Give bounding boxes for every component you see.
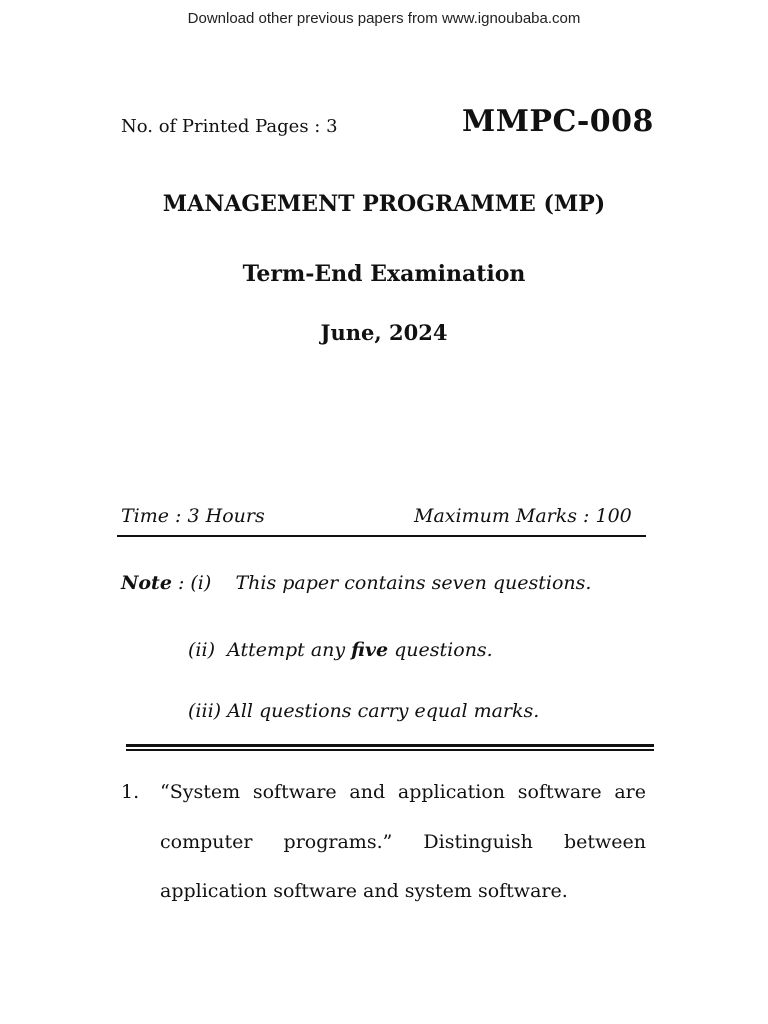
exam-duration: Time : 3 Hours xyxy=(121,505,265,527)
section-divider-thin xyxy=(126,749,654,751)
note-item-2-prefix: (ii) Attempt any xyxy=(188,639,352,661)
exam-date: June, 2024 xyxy=(320,320,448,345)
question-line-2: computer programs.” Distinguish between xyxy=(160,831,646,853)
note-item-2-emphasis: five xyxy=(351,639,389,661)
section-divider-thick xyxy=(126,744,654,747)
course-code: MMPC-008 xyxy=(462,104,654,139)
question-number: 1. xyxy=(121,781,140,803)
note-item-1-text: This paper contains seven questions. xyxy=(235,572,592,594)
header-divider xyxy=(117,535,646,537)
note-item-1 xyxy=(121,572,591,594)
download-banner: Download other previous papers from www.ignoubaba.com xyxy=(187,10,581,27)
printed-pages-count: No. of Printed Pages : 3 xyxy=(121,116,338,137)
note-item-2-suffix: questions. xyxy=(388,639,493,661)
exam-title: Term-End Examination xyxy=(242,261,526,287)
note-item-1-prefix: : (i) xyxy=(171,572,236,594)
question-line-3: application software and system software. xyxy=(160,880,568,902)
question-line-1: “System software and application software are xyxy=(160,781,646,803)
maximum-marks: Maximum Marks : 100 xyxy=(414,505,632,527)
note-item-3: (iii) All questions carry equal marks. xyxy=(188,700,540,722)
note-label: Note xyxy=(121,572,172,594)
note-item-2 xyxy=(188,639,493,661)
programme-title: MANAGEMENT PROGRAMME (MP) xyxy=(162,191,606,217)
